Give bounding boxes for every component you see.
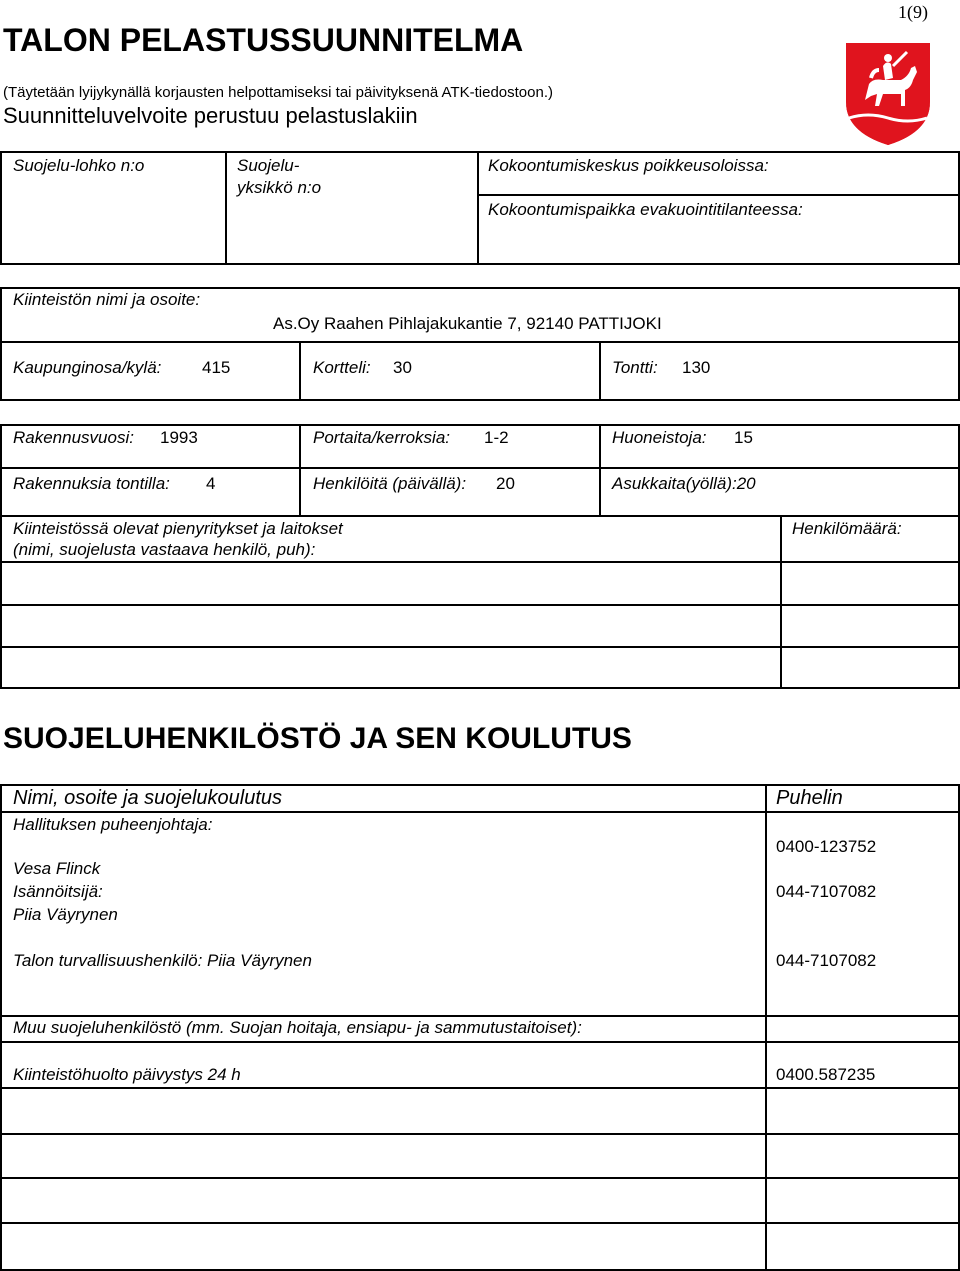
page-number: 1(9) [898,2,928,22]
maintenance-phone: 0400.587235 [776,1065,876,1084]
district-value: 415 [202,358,231,377]
apartments-label: Huoneistoja: [612,428,707,447]
build-year-value: 1993 [160,428,198,447]
fill-instructions: (Täytetään lyijykynällä korjausten helpottamiseksi tai päivityksenä ATK-tiedostoon.) [3,84,553,101]
build-year-label: Rakennusvuosi: [13,428,134,447]
enterprises-label-1: Kiinteistössä olevat pienyritykset ja laitokset [13,519,343,538]
stairs-value: 1-2 [484,428,509,447]
enterprises-label-2: (nimi, suojelusta vastaava henkilö, puh): [13,540,316,559]
buildings-label: Rakennuksia tontilla: [13,474,170,493]
suojeluyksikko-label-2: yksikkö n:o [237,178,322,197]
day-persons-value: 20 [496,474,515,493]
night-residents: Asukkaita(yöllä):20 [612,474,756,493]
property-name-label: Kiinteistön nimi ja osoite: [13,290,201,309]
stairs-label: Portaita/kerroksia: [313,428,450,447]
staff-heading: SUOJELUHENKILÖSTÖ JA SEN KOULUTUS [3,722,632,755]
col-name-header: Nimi, osoite ja suojelukoulutus [13,787,283,809]
suojelu-lohko-label: Suojelu-lohko n:o [13,156,145,175]
buildings-value: 4 [206,474,216,493]
col-phone-header: Puhelin [776,787,843,809]
plot-value: 130 [682,358,711,377]
subtitle: Suunnitteluvelvoite perustuu pelastuslakiin [3,103,418,128]
block-label: Kortteli: [313,358,371,377]
manager-label: Isännöitsijä: [13,882,103,901]
coat-of-arms-icon [843,40,933,148]
chair-name: Vesa Flinck [13,859,101,878]
other-staff-label: Muu suojeluhenkilöstö (mm. Suojan hoitaja, ensiapu- ja sammutustaitoiset): [13,1018,582,1037]
page-title: TALON PELASTUSSUUNNITELMA [3,22,524,58]
apartments-value: 15 [734,428,753,447]
safety-person: Talon turvallisuushenkilö: Piia Väyrynen [13,951,312,970]
manager-name: Piia Väyrynen [13,905,118,924]
chair-phone: 0400-123752 [776,837,877,856]
kokoontumispaikka-label: Kokoontumispaikka evakuointitilanteessa: [488,200,803,219]
district-label: Kaupunginosa/kylä: [13,358,162,377]
safety-phone: 044-7107082 [776,951,877,970]
day-persons-label: Henkilöitä (päivällä): [313,474,467,493]
suojeluyksikko-label-1: Suojelu- [237,156,300,175]
kokoontumiskeskus-label: Kokoontumiskeskus poikkeusoloissa: [488,156,769,175]
maintenance-label: Kiinteistöhuolto päivystys 24 h [13,1065,241,1084]
manager-phone: 044-7107082 [776,882,877,901]
block-value: 30 [393,358,412,377]
chair-label: Hallituksen puheenjohtaja: [13,815,213,834]
person-count-label: Henkilömäärä: [792,519,902,538]
property-name-value: As.Oy Raahen Pihlajakukantie 7, 92140 PATTIJOKI [273,314,662,333]
plot-label: Tontti: [612,358,658,377]
